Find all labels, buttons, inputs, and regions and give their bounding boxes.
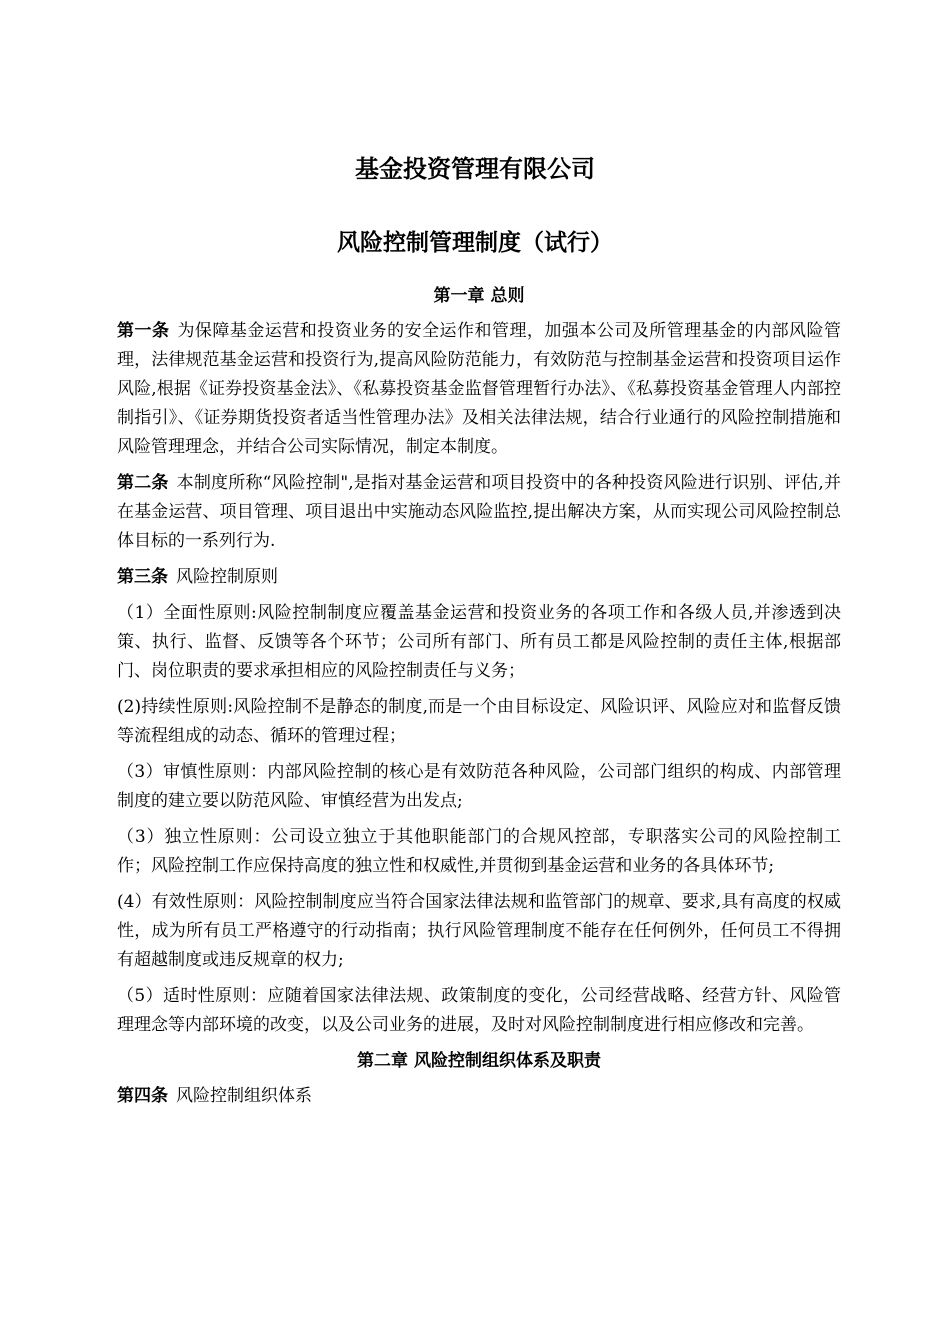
principle-item: （3）审慎性原则：内部风险控制的核心是有效防范各种风险，公司部门组织的构成、内部管理制度的建立要以防范风险、审慎经营为出发点; <box>117 762 841 811</box>
article-label: 第三条 <box>117 567 168 587</box>
company-title: 基金投资管理有限公司 <box>355 155 595 183</box>
article-label: 第二条 <box>117 473 169 493</box>
article-text: 为保障基金运营和投资业务的安全运作和管理，加强本公司及所管理基金的内部风险管理，法律规范基金运营和投资行为,提高风险防范能力，有效防范与控制基金运营和投资项目运作风险,根据《证券投资基金法》、《私募投资基金监督管理暂行办法》、《私募投资基金管理人内部控制指引》、《证券期货投资者适当性管理办法》及相关法律法规，结合行业通行的风险控制措施和风险管理理念，并结合公司实际情况，制定本制度。 <box>117 321 842 457</box>
article-text: 风险控制原则 <box>176 567 278 587</box>
document-body <box>117 282 841 1118</box>
chapter-heading-2: 第二章 风险控制组织体系及职责 <box>357 1051 601 1071</box>
article-4 <box>117 1082 841 1111</box>
article-3 <box>117 563 841 592</box>
article-text: 本制度所称“风险控制",是指对基金运营和项目投资中的各种投资风险进行识别、评估,并在基金运营、项目管理、项目退出中实施动态风险监控,提出解决方案，从而实现公司风险控制总体目标的一系列行为. <box>117 473 841 551</box>
article-label: 第四条 <box>117 1086 168 1106</box>
principle-item: （3）独立性原则：公司设立独立于其他职能部门的合规风控部，专职落实公司的风险控制工作；风险控制工作应保持高度的独立性和权威性,并贯彻到基金运营和业务的各具体环节; <box>117 827 841 876</box>
document-title: 风险控制管理制度（试行） <box>337 230 613 256</box>
chapter-heading-1: 第一章 总则 <box>433 286 525 306</box>
principle-item: （5）适时性原则：应随着国家法律法规、政策制度的变化，公司经营战略、经营方针、风险管理理念等内部环境的改变，以及公司业务的进展，及时对风险控制制度进行相应修改和完善。 <box>117 986 841 1035</box>
principle-item: (2)持续性原则:风险控制不是静态的制度,而是一个由目标设定、风险识评、风险应对和监督反馈等流程组成的动态、循环的管理过程； <box>117 697 841 746</box>
article-label: 第一条 <box>117 321 170 341</box>
principle-item: (4）有效性原则：风险控制制度应当符合国家法律法规和监管部门的规章、要求,具有高度的权威性，成为所有员工严格遵守的行动指南；执行风险管理制度不能存在任何例外，任何员工不得拥有超越制度或违反规章的权力; <box>117 892 841 970</box>
article-text: 风险控制组织体系 <box>176 1086 312 1106</box>
principle-item: （1）全面性原则:风险控制制度应覆盖基金运营和投资业务的各项工作和各级人员,并渗透到决策、执行、监督、反馈等各个环节；公司所有部门、所有员工都是风险控制的责任主体,根据部门、岗位职责的要求承担相应的风险控制责任与义务； <box>117 603 841 681</box>
article-1 <box>117 317 841 462</box>
article-2 <box>117 469 841 556</box>
